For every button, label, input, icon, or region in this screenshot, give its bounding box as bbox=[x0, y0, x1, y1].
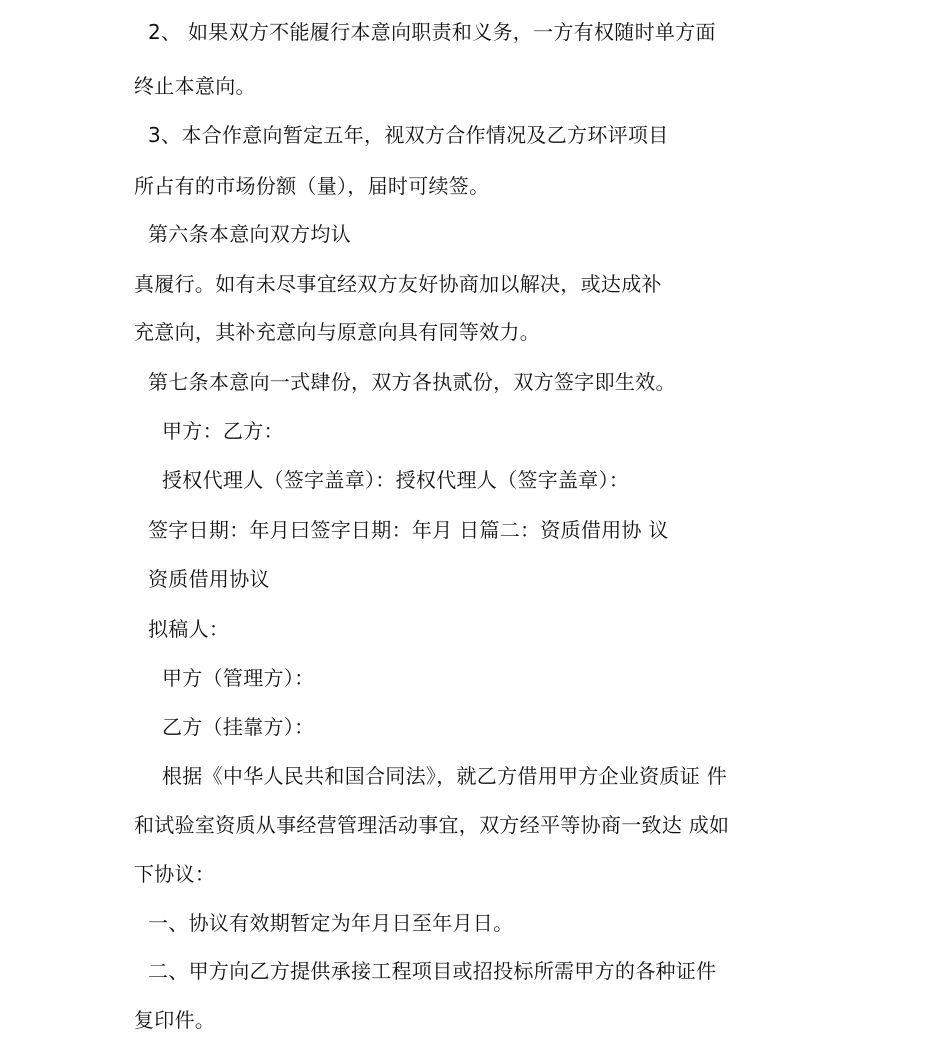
text-line: 授权代理人（签字盖章）：授权代理人（签字盖章）： bbox=[162, 468, 630, 492]
text-line: 下协议： bbox=[134, 862, 216, 886]
text-line: 甲方：乙方： bbox=[162, 419, 284, 443]
text-line: 真履行。如有未尽事宜经双方友好协商加以解决，或达成补 bbox=[134, 272, 662, 296]
text-line: 甲方（管理方）： bbox=[162, 666, 315, 690]
text-line: 所占有的市场份额（量），届时可续签。 bbox=[134, 174, 490, 198]
text-line: 充意向，其补充意向与原意向具有同等效力。 bbox=[134, 320, 540, 344]
text-line: 根据《中华人民共和国合同法》，就乙方借用甲方企业资质证 件 bbox=[162, 764, 728, 788]
text-line: 二、甲方向乙方提供承接工程项目或招投标所需甲方的各种证件 bbox=[148, 959, 717, 983]
text-line: 一、协议有效期暂定为年月日至年月日。 bbox=[148, 911, 514, 935]
text-line: 复印件。 bbox=[134, 1008, 216, 1032]
text-line: 2、 如果双方不能履行本意向职责和义务，一方有权随时单方面 bbox=[148, 20, 716, 44]
text-line: 第七条本意向一式肆份，双方各执贰份，双方签字即生效。 bbox=[148, 370, 676, 394]
text-line: 签字日期：年月曰签字日期：年月 日篇二：资质借用协 议 bbox=[148, 518, 669, 542]
text-line: 资质借用协议 bbox=[148, 567, 270, 591]
text-line: 和试验室资质从事经营管理活动事宜，双方经平等协商一致达 成如 bbox=[134, 813, 730, 837]
text-line: 拟稿人： bbox=[148, 617, 230, 641]
text-line: 第六条本意向双方均认 bbox=[148, 222, 351, 246]
text-line: 乙方（挂靠方）： bbox=[162, 715, 315, 739]
text-line: 终止本意向。 bbox=[134, 74, 256, 98]
text-line: 3、本合作意向暂定五年，视双方合作情况及乙方环评项目 bbox=[148, 123, 669, 147]
